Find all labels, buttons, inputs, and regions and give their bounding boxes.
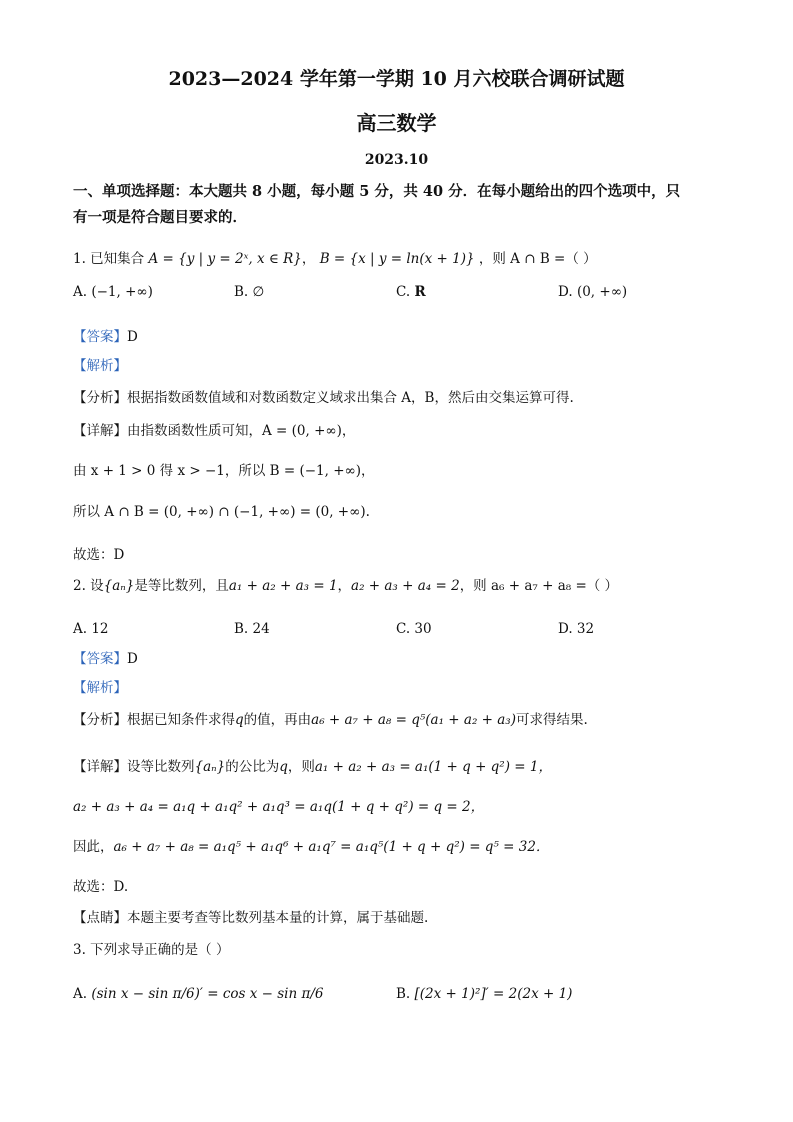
q1-option-d-label: D.: [558, 284, 573, 300]
q3-option-b-expr: [(2x + 1)²]′ = 2(2x + 1): [414, 986, 573, 1002]
q1-stem: 1. 已知集合 A = {y | y = 2ˣ, x ∈ R}， B = {x | y = ln(x + 1)} ，则 A ∩ B =（ ）: [73, 251, 597, 267]
q2-eq1: a₁ + a₂ + a₃ = a₁(1 + q + q²) = 1，: [314, 759, 552, 775]
q2-choose: 故选：D.: [73, 879, 129, 895]
q1-option-b-label: B.: [234, 284, 249, 300]
q2-fenxi-post: 可求得结果.: [515, 712, 588, 728]
exam-subject: 高三数学: [356, 111, 437, 135]
q1-answer-value: D: [127, 329, 138, 345]
q1-option-c-label: C.: [396, 284, 411, 300]
q1-analysis: [73, 357, 127, 375]
detail-label: 【详解】: [73, 759, 127, 775]
exam-date: 2023.10: [364, 152, 429, 168]
q2-fenxi-formula: a₆ + a₇ + a₈ = q⁵(a₁ + a₂ + a₃): [311, 712, 516, 728]
q2-analysis: [73, 679, 127, 697]
q3-option-a-label: A.: [73, 986, 88, 1002]
q3-stem: 3. 下列求导正确的是（ ）: [73, 942, 230, 958]
q2-detail-mid: 的公比为: [225, 759, 280, 775]
q2-fenxi-mid: 的值，再由: [243, 712, 312, 728]
q2-fenxi-q: q: [235, 712, 244, 728]
section-heading-line2: 有一项是符合题目要求的．: [73, 209, 247, 226]
q2-detail-pre: 设等比数列: [127, 759, 195, 775]
q2-stem-post: ，则 a₆ + a₇ + a₈ =（ ）: [459, 578, 619, 594]
q1-fenxi-text: 根据指数函数值域和对数函数定义域求出集合 A，B，然后由交集运算可得.: [127, 390, 574, 406]
fenxi-label: 【分析】: [73, 390, 127, 406]
q1-option-a-label: A.: [73, 284, 88, 300]
q1-option-c-value: R: [414, 284, 426, 300]
q3-option-a: [73, 985, 323, 1003]
q1-answer: [73, 328, 138, 346]
q1-option-d: [558, 283, 627, 301]
q1-step2: 由 x + 1 > 0 得 x > −1，所以 B = (−1, +∞)，: [73, 463, 375, 479]
q1-step3: 所以 A ∩ B = (0, +∞) ∩ (−1, +∞) = (0, +∞).: [73, 504, 370, 520]
analysis-label: 【解析】: [73, 680, 127, 696]
q2-dianjing-text: 本题主要考查等比数列基本量的计算，属于基础题.: [127, 910, 429, 926]
q2-eq2: [73, 798, 484, 816]
q1-option-c: [396, 283, 426, 301]
q2-stem-mid: 是等比数列，且: [134, 578, 229, 594]
q3-option-b: [396, 985, 572, 1003]
dianjing-label: 【点睛】: [73, 910, 127, 926]
q2-dianjing: [73, 909, 428, 927]
detail-label: 【详解】: [73, 423, 127, 439]
q1-set-a: A = {y | y = 2ˣ, x ∈ R}: [148, 251, 302, 267]
q1-option-a: [73, 283, 153, 301]
section-heading-line1: 一、单项选择题：本大题共 8 小题，每小题 5 分，共 40 分．在每小题给出的四个选项中，只: [73, 183, 681, 200]
q1-option-b: [234, 283, 264, 301]
q2-detail-post: ，则: [287, 759, 315, 775]
answer-label: 【答案】: [73, 329, 127, 345]
q1-option-b-value: ∅: [252, 284, 265, 300]
q2-option-d: D. 32: [558, 621, 595, 637]
q1-stem-post: ，则 A ∩ B =（ ）: [478, 251, 597, 267]
q2-option-a: A. 12: [73, 621, 109, 637]
answer-label: 【答案】: [73, 651, 127, 667]
q2-answer: [73, 650, 138, 668]
q2-stem: 2. 设{aₙ}是等比数列，且a₁ + a₂ + a₃ = 1，a₂ + a₃ + a₄ = 2，则 a₆ + a₇ + a₈ =（ ）: [73, 578, 619, 594]
q2-seq: {aₙ}: [103, 578, 135, 594]
q2-cond1: a₁ + a₂ + a₃ = 1: [228, 578, 338, 594]
q2-eq2-text: a₂ + a₃ + a₄ = a₁q + a₁q² + a₁q³ = a₁q(1 + q + q²) = q = 2，: [73, 799, 485, 815]
q1-stem-pre: 1. 已知集合: [73, 251, 145, 267]
q2-option-c: C. 30: [396, 621, 432, 637]
q2-eq3-text: a₆ + a₇ + a₈ = a₁q⁵ + a₁q⁶ + a₁q⁷ = a₁q⁵(1 + q + q²) = q⁵ = 32．: [113, 839, 550, 855]
q1-choose: 故选：D: [73, 547, 125, 563]
q1-detail: [73, 422, 355, 440]
exam-title: 2023—2024 学年第一学期 10 月六校联合调研试题: [168, 68, 625, 90]
q1-set-b: B = {x | y = ln(x + 1)}: [319, 251, 475, 267]
fenxi-label: 【分析】: [73, 712, 127, 728]
q2-cond2: a₂ + a₃ + a₄ = 2: [351, 578, 460, 594]
q3-option-b-label: B.: [396, 986, 411, 1002]
q1-detail-text: 由指数函数性质可知，A = (0, +∞)，: [127, 423, 356, 439]
q2-eq3: [73, 838, 549, 856]
q2-answer-value: D: [127, 651, 138, 667]
q2-fenxi-pre: 根据已知条件求得: [127, 712, 235, 728]
analysis-label: 【解析】: [73, 358, 127, 374]
q2-eq3-pre: 因此，: [73, 839, 114, 855]
q2-detail-seq: {aₙ}: [194, 759, 226, 775]
q2-detail: [73, 758, 552, 776]
q2-option-b: B. 24: [234, 621, 270, 637]
q3-option-a-expr: (sin x − sin π/6)′ = cos x − sin π/6: [91, 986, 324, 1002]
q2-stem-pre: 2. 设: [73, 578, 104, 594]
q1-option-d-value: (0, +∞): [576, 284, 628, 300]
q1-fenxi: [73, 389, 574, 407]
q2-detail-q: q: [279, 759, 288, 775]
q2-fenxi: [73, 711, 588, 729]
q1-option-a-value: (−1, +∞): [91, 284, 153, 300]
